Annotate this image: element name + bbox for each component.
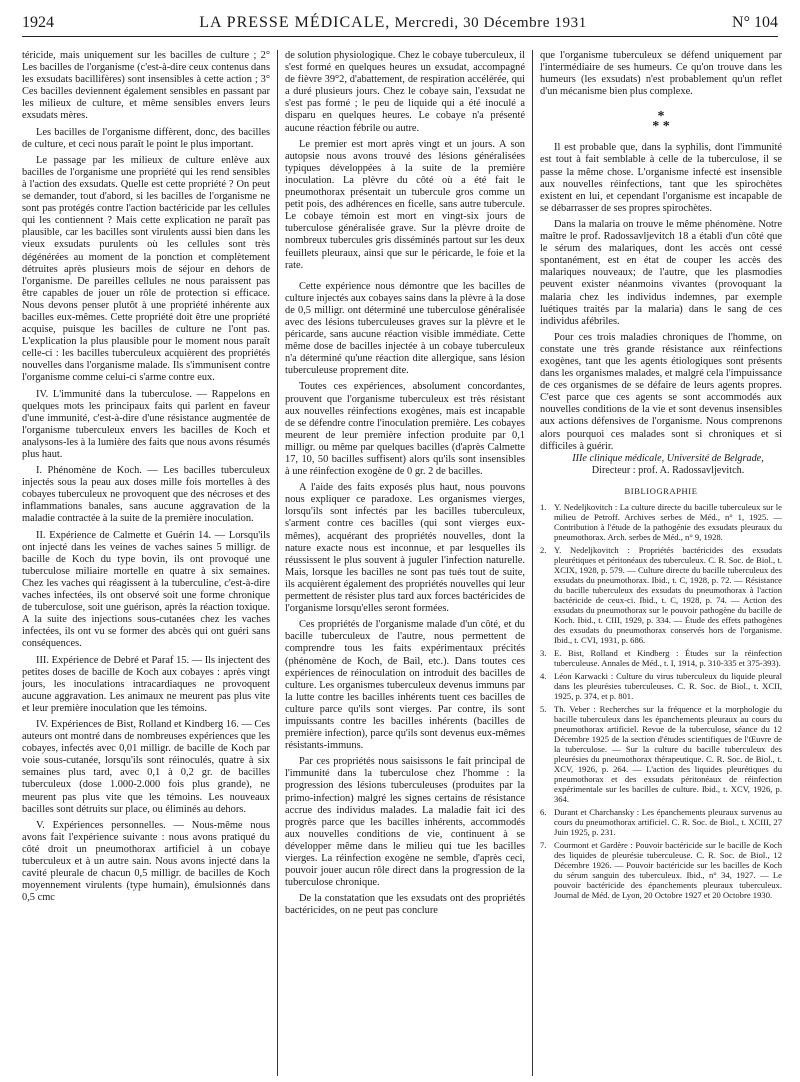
bibliography-text: Y. Nedeljkovitch : Propriétés bactéricides des exsudats pleurétiques et péritonéaux des tuberculeux. C. R. Soc. de Biol., t. XCIX, 1928, p. 579. — Culture directe du bacille tuberculeux des exsudats du pneumothorax. Ibid., t. C, 1928, p. 72. — Résistance du bacille tuberculeux des exsudats du pneumothorax à l'action bactéricide de ceux-ci. Ibid., t. C, 1928, p. 74. — Action des exsudats du pneumothorax sur le pouvoir pathogène du bacille de Koch. Ibid., t. CIII, 1929, p. 334. — Étude des effets pathogènes des exsudats du pneumothorax conservés hors de l'organisme. Ibid., t. CVI, 1931, p. 686. — [554, 545, 782, 645]
affiliation-line-2: Directeur : prof. A. Radossavljevitch. — [591, 464, 745, 476]
bibliography-entry — [540, 807, 782, 837]
issue-date: Mercredi, 30 Décembre 1931 — [394, 15, 587, 31]
bibliography-number: 7. — [540, 840, 547, 850]
bibliography-entry — [540, 648, 782, 668]
page-year: 1924 — [22, 14, 54, 31]
bibliography-entry — [540, 502, 782, 542]
paragraph: Le passage par les milieux de culture enlève aux bacilles de l'organisme une propriété qui les rend sensibles à l'action des exsudats. Quelle est cette propriété ? On peut se demander, tout d'abord, si les bacilles de l'organisme ne sont pas protégés contre l'action bactéricide par les cellules qui les contiennent ? Mais cette explication ne paraît pas plausible, car les bacilles sont virulents aussi bien dans les vieux exsudats purulents où les cellules sont très dégénérées au moment de la ponction et complètement détruites après plusieurs mois de séjour en dehors de l'organisme. De pareilles cellules ne nous paraissent pas être capables de jouer un rôle de protection si efficace. Nous devons penser plutôt à une propriété inhérente aux bacilles eux-mêmes. Cette propriété doit être une propriété acquise, puisque les bacilles de culture ne l'ont pas. L'explication la plus plausible pour le moment nous paraît celle-ci : les bacilles tuberculeux acquièrent des propriétés nouvelles dans l'organisme malade. Ils s'immunisent contre l'organisme comme celui-ci s'arme contre eux. — [22, 154, 270, 384]
paragraph: que l'organisme tuberculeux se défend uniquement par l'intermédiaire de ses humeurs. Ce qu'on trouve dans les humeurs (les exsudats) n'est probablement qu'un reflet d'un mécanisme bien plus complexe. — [540, 50, 782, 98]
column-2 — [277, 50, 532, 1076]
bibliography-text: Th. Veber : Recherches sur la fréquence et la morphologie du bacille tuberculeux dans les épanchements pleuraux au cours du pneumothorax artificiel. Revue de la tuberculose, séance du 12 Décembre 1925 de la section d'études scientifiques de l'Œuvre de la tuberculose. — Sur la culture du bacille tuberculeux des pleurésies du pneumothorax thérapeutique. C. R. Soc. de Biol., t. XCV, 1926, p. 264. — L'action des liquides pleurétiques du pneumothorax et des exsudats péritonéaux de réinfection expérimentale sur les bacilles de culture. Ibid., t. XCV, 1926, p. 364. — [554, 704, 782, 804]
bibliography-number: 1. — [540, 502, 547, 512]
paragraph: Le premier est mort après vingt et un jours. A son autopsie nous avons trouvé des lésions généralisées typiques développées à la suite de la première inoculation. La plèvre du côté où a été fait le pneumothorax présentait un tubercule gros comme un petit pois, des adhérences en ficelle, sans autre tubercule. Le cobaye témoin est mort en vingt-six jours de tuberculose généralisée grave. Sur la plèvre droite de nombreux tubercules gris disséminés partout sur les deux feuillets pleuraux, ainsi que sur le péricarde, le foie et la rate. — [285, 138, 525, 271]
bibliography-number: 3. — [540, 648, 547, 658]
bibliography-text: Durant et Charchansky : Les épanchements pleuraux survenus au cours du pneumothorax artificiel. C. R. Soc. de Biol., t. XCIII, 27 Juin 1925, p. 231. — [554, 807, 782, 837]
paragraph: De la constatation que les exsudats ont des propriétés bactéricides, on ne peut pas conclure — [285, 893, 525, 917]
paragraph: Cette expérience nous démontre que les bacilles de culture injectés aux cobayes sains dans la plèvre à la dose de 0,5 milligr. ont déterminé une tuberculose généralisée avec des lésions tuberculeuses graves sur la plèvre et le péricarde, sans aucune réaction visible immédiate. Cette même dose de bacilles injectée à un cobaye tuberculeux n'a déterminé qu'une réaction dite allergique, sans lésion tuberculeuse proprement dite. — [285, 280, 525, 377]
paragraph: Par ces propriétés nous saisissons le fait principal de l'immunité dans la tuberculose chez l'homme : la progression des lésions tuberculeuses (produites par la primo-infection) malgré les signes certains de résistance accrue des individus malades. La maladie fait ici des progrès parce que les bacilles inhérents, accommodés aux nouvelles conditions de vie, continuent à se développer même dans le milieu qui tue les bacilles vierges. La réinfection exogène ne semble, d'après ceci, pouvoir jouer aucun rôle direct dans la progression de la tuberculose chronique. — [285, 756, 525, 889]
journal-title — [199, 14, 587, 32]
paragraph: Les bacilles de l'organisme diffèrent, donc, des bacilles de culture, et ceci nous paraît le point le plus important. — [22, 126, 270, 150]
bibliography-text: Léon Karwacki : Culture du virus tuberculeux du liquide pleural dans les pleurésies tuberculeuses. C. R. Soc. de Biol., t. XCII, 1925, p. 374, et p. 801. — [554, 671, 782, 701]
page-header — [22, 14, 778, 37]
paragraph: IV. Expériences de Bist, Rolland et Kindberg 16. — Ces auteurs ont montré dans de nombreuses expériences que les cobayes, infectés avec 0,01 milligr. de bacille de Koch par voie sous-cutanée, lorsqu'ils sont réinoculés, quatre à six semaines plus tard, avec 0,1 à 0,2 gr. de bacilles tuberculeux (dose 1.000-2.000 fois plus grande), ne meurent pas plus vite que les témoins. Les nouveaux bacilles sont détruits sur place, ou éliminés au dehors. — [22, 718, 270, 815]
column-3-text — [540, 50, 782, 453]
bibliography-text: Courmont et Gardère : Pouvoir bactéricide sur le bacille de Koch des liquides de pleurésie tuberculeuse. C. R. Soc. de Biol., 12 Décembre 1926. — Pouvoir bactéricide sur les bacilles de Koch du sérum sanguin des tuberculeux. Ibid., n° 34, 1927. — Le pouvoir bactéricide des épanchements pleuraux tuberculeux. Journal de Méd. de Lyon, 20 Octobre 1927 et 20 Octobre 1930. — [554, 840, 782, 900]
paragraph: A l'aide des faits exposés plus haut, nous pouvons nous expliquer ce paradoxe. Les organismes vierges, lorsqu'ils sont infectés par les bacilles tuberculeux, s'arment contre ces bacilles (qui sont vierges eux-mêmes), acquérant des propriétés nouvelles, dont la nature exacte nous est inconnue, et par lesquelles ils réussissent le plus souvent à juguler l'infection naturelle. Mais, lorsque les bacilles ne sont pas tués tout de suite, ils acquièrent également des propriétés nouvelles qui leur permettent de résister plus tard aux forces bactéricides de l'organisme lorsqu'elles seront formées. — [285, 482, 525, 615]
paragraph: III. Expérience de Debré et Paraf 15. — Ils injectent des petites doses de bacille de Koch aux cobayes : après vingt jours, les inoculations intracardiaques ne provoquent aucune aggravation. Les animaux ne meurent pas plus vite et leur première inoculation que les témoins. — [22, 654, 270, 714]
paragraph: Toutes ces expériences, absolument concordantes, prouvent que l'organisme tuberculeux est très résistant aux nouvelles réinfections exogènes, mais est incapable de se défendre contre l'inoculation première. Les cobayes meurent de leur première infection produite par 0,1 milligr. ou même par quelques bacilles (d'après Calmette 17, 10, 50 bacilles suffisent) alors qu'ils sont insensibles à une réinfection exogène de 0 gr. 2 de bacilles. — [285, 381, 525, 478]
bibliography-number: 2. — [540, 545, 547, 555]
bibliography-entry — [540, 704, 782, 804]
paragraph: Il est probable que, dans la syphilis, dont l'immunité est tout à fait semblable à celle de la tuberculose, il se passe la même chose. L'organisme infecté est insensible aux nouvelles réinfections, tant que les spirochètes existent en lui, et cependant l'organisme est incapable de se débarrasser de ses propres spirochètes. — [540, 142, 782, 214]
paragraph: Pour ces trois maladies chroniques de l'homme, on constate une très grande résistance aux réinfections exogènes, tant que les agents étiologiques sont présents dans les organismes malades, et malgré cela l'impuissance de ces organismes de se défaire de leurs agents propres. C'est parce que ces agents se sont accommodés aux nouvelles conditions de la vie et sont devenus insensibles aux actions défensives de l'organisme. Nous comprenons alors pourquoi ces malades sont si chroniques et si difficiles à guérir. — [540, 331, 782, 452]
bibliography-entry — [540, 671, 782, 701]
bibliography-number: 6. — [540, 807, 547, 817]
paragraph: II. Expérience de Calmette et Guérin 14. — Lorsqu'ils ont injecté dans les veines de vaches saines 5 milligr. de bacille de Koch du type bovin, ils ont provoqué une tuberculose miliaire mortelle en quatre à six semaines. Chez les vaches qui réagissent à la tuberculine, c'est-à-dire vaches infectées, ils ont observé soit une forme chronique de tuberculose, soit une guérison, après la réaction toxique. A la suite des injections sous-cutanées chez les vaches infectées, ils ont vu se former des abcès qui ont guéri sans conséquences. — [22, 529, 270, 650]
paragraph: de solution physiologique. Chez le cobaye tuberculeux, il s'est formé en quelques heures un exsudat, accompagné de fièvre 39°2, d'abattement, de respiration accélérée, qui a duré plusieurs jours. Chez le cobaye sain, l'exsudat ne s'est pas formé ; le peu de liquide qui a été inoculé a disparu en quelques heures. Le cobaye n'a présenté aucune réaction fébrile ou autre. — [285, 50, 525, 134]
affiliation-line-1: IIIe clinique médicale, Université de Belgrade, — [572, 452, 764, 464]
bibliography-number: 4. — [540, 671, 547, 681]
paragraph: téricide, mais uniquement sur les bacilles de culture ; 2° Les bacilles de l'organisme (c'est-à-dire ceux contenus dans les exsudats bacillifères) sont insensibles à cette action ; 3° Ces bacilles deviennent également sensibles en passant par les milieux de culture, et même sensibles envers leurs exsudats mères. — [22, 50, 270, 122]
paragraph: V. Expériences personnelles. — Nous-même nous avons fait l'expérience suivante : nous avons pratiqué du côté droit un pneumothorax artificiel à un cobaye tuberculeux et à un autre sain. Nous avons injecté dans la cavité pleurale de chacun 0,5 milligr. de bacilles de Koch moyennement virulents (type humain), émulsionnés dans 0,5 cmc — [22, 819, 270, 904]
article-columns — [22, 50, 782, 1076]
paragraph: Ces propriétés de l'organisme malade d'un côté, et du bacille tuberculeux de l'autre, nous permettent de comprendre tous les faits expérimentaux précités (phénomène de Koch, de Bail, etc.). Dans toutes ces expériences de réinoculation on introduit des bacilles de culture. Les organismes tuberculeux devenus immuns par la lutte contre les bacilles inhérents tuent ces bacilles de culture parce qu'ils sont vierges. Par contre, ils sont impuissants contre les bacilles inhérents (bacilles de première infection), parce qu'ils sont devenus eux-mêmes résistants-immuns. — [285, 619, 525, 752]
bibliography-text: E. Bist, Rolland et Kindberg : Études sur la réinfection tuberculeuse. Annales de Méd., t. I, 1914, p. 310-335 et 375-393). — [554, 648, 782, 668]
bibliography-title: BIBLIOGRAPHIE — [624, 485, 698, 496]
bibliography-list — [540, 502, 782, 900]
paragraph: Dans la malaria on trouve le même phénomène. Notre maître le prof. Radossavljevitch 18 a établi d'un côté que le sérum des malariques, dont les accès ont cessé spontanément, est en état de couper les accès des malariques nouveaux; de l'autre, que les plasmodies peuvent exister néanmoins vivantes (provoquant la malaria chez les individus indemnes, par exemple luétiques traités par la malaria) dans le sang de ces individus afébriles. — [540, 218, 782, 327]
bibliography-entry — [540, 545, 782, 645]
column-1 — [22, 50, 277, 1076]
column-3 — [532, 50, 782, 1076]
paragraph: IV. L'immunité dans la tuberculose. — Rappelons en quelques mots les principaux faits qui parlent en faveur d'une immunité, c'est-à-dire d'une résistance augmentée de l'organisme tuberculeux envers les bacilles de Koch et analysons-les à la lumière des faits que nous avons résumés plus haut. — [22, 388, 270, 460]
bibliography-entry — [540, 840, 782, 900]
bibliography-number: 5. — [540, 704, 547, 714]
issue-number: N° 104 — [732, 14, 778, 31]
bibliography-text: Y. Nedeljkovitch : La culture directe du bacille tuberculeux sur le milieu de Petroff. Archives serbes de Méd., n° 1, 1925. — Contribution à l'étude de la pathogénie des exsudats pleuraux du pneumothorax. Arch. serbes de Méd., n° 9, 1928. — [554, 502, 782, 542]
journal-name: LA PRESSE MÉDICALE, — [199, 14, 391, 31]
section-separator-stars: * * * — [652, 109, 670, 135]
paragraph: I. Phénomène de Koch. — Les bacilles tuberculeux injectés sous la peau aux doses mille fois mortelles à des cobayes tuberculeux ne provoquent que des nécroses et des inflammations banales, sans aucune aggravation de la maladie contractée à la suite de la première inoculation. — [22, 465, 270, 525]
